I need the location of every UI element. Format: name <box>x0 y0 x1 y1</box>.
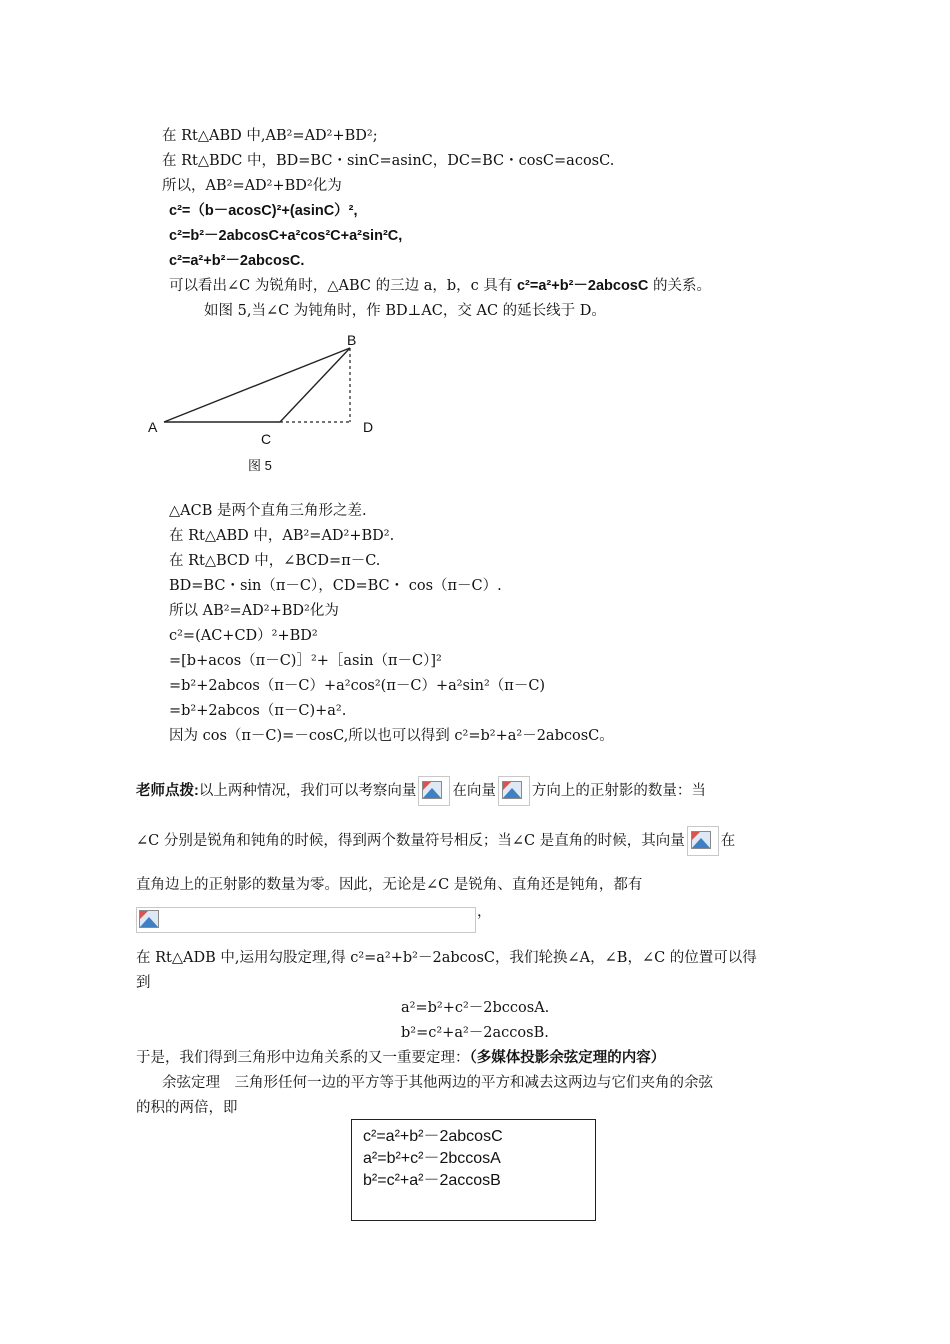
formula-line: a²=b²+c²－2bccosA <box>363 1150 501 1167</box>
tip-paragraph-line <box>136 826 735 856</box>
text-span: ∠C 分别是锐角和钝角的时候，得到两个数量符号相反；当∠C 是直角的时候，其向量 <box>136 833 685 849</box>
text-line: 余弦定理 三角形任何一边的平方等于其他两边的平方和减去这两边与它们夹角的余弦 <box>162 1075 713 1091</box>
equation-line: c²=（b－acosC)²+(asinC）², <box>169 203 358 219</box>
broken-image-icon <box>139 910 159 928</box>
text-line: 因为 cos（π－C)=－cosC,所以也可以得到 c²=b²+a²－2abcosC。 <box>169 728 614 744</box>
text-line: 所以，AB²=AD²+BD²化为 <box>162 178 342 194</box>
text-span: 在向量 <box>452 783 496 799</box>
bold-note: （多媒体投影余弦定理的内容） <box>469 1050 666 1066</box>
text-line: 所以 AB²=AD²+BD²化为 <box>169 603 339 619</box>
text-line: BD=BC・sin（π－C），CD=BC・ cos（π－C）. <box>169 578 502 594</box>
text-span: 以上两种情况，我们可以考察向量 <box>198 783 417 799</box>
equation-line: a²=b²+c²－2bccosA. <box>401 1000 550 1016</box>
text-line <box>136 1048 665 1068</box>
equation-line: c²=a²+b²－2abcosC. <box>169 253 305 269</box>
text-line: =b²+2abcos（π－C)+a². <box>169 703 347 719</box>
text-span: 在 <box>720 833 736 849</box>
text-line: 如图 5,当∠C 为钝角时，作 BD⊥AC，交 AC 的延长线于 D。 <box>204 303 606 319</box>
equation-line: b²=c²+a²－2accosB. <box>401 1025 549 1041</box>
broken-image-placeholder <box>136 907 476 933</box>
text-line: 在 Rt△ABD 中,AB²=AD²+BD²; <box>162 128 378 144</box>
side-ab <box>164 348 350 422</box>
comma: ， <box>477 904 492 920</box>
formula-line: c²=a²+b²－2abcosC <box>363 1128 503 1145</box>
text-span: 的关系。 <box>652 278 711 294</box>
text-line: 的积的两倍，即 <box>136 1100 238 1116</box>
vertex-label-a: A <box>148 419 158 435</box>
broken-image-icon <box>418 776 450 806</box>
equation-span: c²=a²+b²－2abcosC <box>516 278 649 294</box>
text-line: 在 Rt△ADB 中,运用勾股定理,得 c²=a²+b²－2abcosC，我们轮换∠A，∠B，∠C 的位置可以得 <box>136 950 757 966</box>
text-line: =b²+2abcos（π－C）+a²cos²(π－C）+a²sin²（π－C) <box>169 678 546 694</box>
text-line: 到 <box>136 975 151 991</box>
law-of-cosines-box <box>351 1119 596 1221</box>
equation-line: c²=b²－2abcosC+a²cos²C+a²sin²C, <box>169 228 403 244</box>
formula-line: b²=c²+a²－2accosB <box>363 1172 501 1189</box>
text-line: △ACB 是两个直角三角形之差. <box>169 503 367 519</box>
text-span: 可以看出∠C 为锐角时，△ABC 的三边 a，b，c 具有 <box>169 278 513 294</box>
figure-caption: 图 5 <box>248 458 272 473</box>
broken-image-icon <box>687 826 719 856</box>
vertex-label-c: C <box>261 431 272 447</box>
vertex-label-b: B <box>347 332 357 348</box>
text-line: 在 Rt△ABD 中，AB²=AD²+BD². <box>169 528 395 544</box>
text-span: 方向上的正射影的数量：当 <box>531 783 706 799</box>
text-line: =[b+acos（π－C)］²+［asin（π－C）]² <box>169 653 442 669</box>
vertex-label-d: D <box>363 419 374 435</box>
text-span: 于是，我们得到三角形中边角关系的又一重要定理： <box>136 1050 470 1066</box>
text-line: 在 Rt△BCD 中，∠BCD=π－C. <box>169 553 381 569</box>
broken-image-icon <box>498 776 530 806</box>
text-line <box>169 276 711 296</box>
tip-paragraph-line <box>136 776 706 806</box>
side-cb <box>280 348 350 422</box>
tip-heading: 老师点拨: <box>136 783 199 799</box>
tip-paragraph-line: 直角边上的正射影的数量为零。因此，无论是∠C 是锐角、直角还是钝角，都有 <box>136 877 643 893</box>
text-line: c²=(AC+CD）²+BD² <box>169 628 318 644</box>
text-line: 在 Rt△BDC 中，BD=BC・sinC=asinC，DC=BC・cosC=acosC. <box>162 153 615 169</box>
